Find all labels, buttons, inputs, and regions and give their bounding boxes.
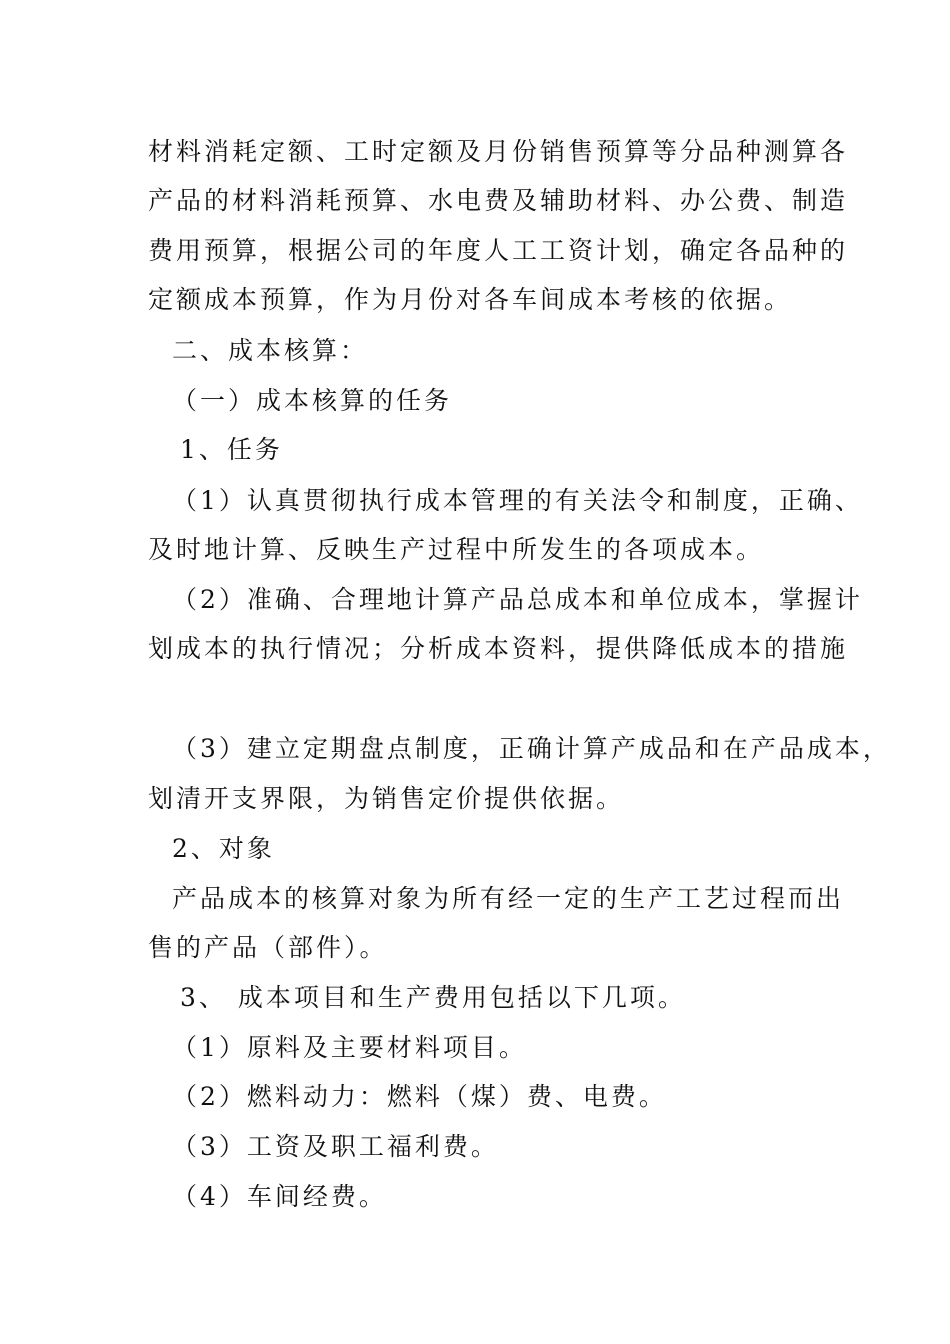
paragraph-line: 产品成本的核算对象为所有经一定的生产工艺过程而出 [172,884,845,913]
item-heading: 3、 成本项目和生产费用包括以下几项。 [180,983,686,1012]
item-heading: 1、任务 [180,435,283,464]
paragraph-line: （3）建立定期盘点制度，正确计算产成品和在产品成本， [172,734,891,763]
list-item: （4）车间经费。 [172,1182,387,1211]
paragraph-line: （2）准确、合理地计算产品总成本和单位成本，掌握计 [172,585,863,614]
paragraph-line: 定额成本预算，作为月份对各车间成本考核的依据。 [148,285,793,314]
paragraph-line: （1）认真贯彻执行成本管理的有关法令和制度，正确、 [172,486,863,515]
paragraph-line: 及时地计算、反映生产过程中所发生的各项成本。 [148,535,765,564]
paragraph-line: 划清开支界限，为销售定价提供依据。 [148,784,625,813]
paragraph-line: 售的产品（部件）。 [148,933,388,962]
paragraph-line: 划成本的执行情况；分析成本资料，提供降低成本的措施 [148,634,849,663]
list-item: （1）原料及主要材料项目。 [172,1033,527,1062]
paragraph-line: 材料消耗定额、工时定额及月份销售预算等分品种测算各 [148,137,849,166]
paragraph-line: 费用预算，根据公司的年度人工工资计划，确定各品种的 [148,236,849,265]
section-heading: 二、成本核算： [172,336,369,365]
subsection-heading: （一）成本核算的任务 [172,386,453,415]
list-item: （3）工资及职工福利费。 [172,1132,499,1161]
item-heading: 2、对象 [172,834,275,863]
list-item: （2）燃料动力：燃料（煤）费、电费。 [172,1082,667,1111]
paragraph-line: 产品的材料消耗预算、水电费及辅助材料、办公费、制造 [148,186,849,215]
